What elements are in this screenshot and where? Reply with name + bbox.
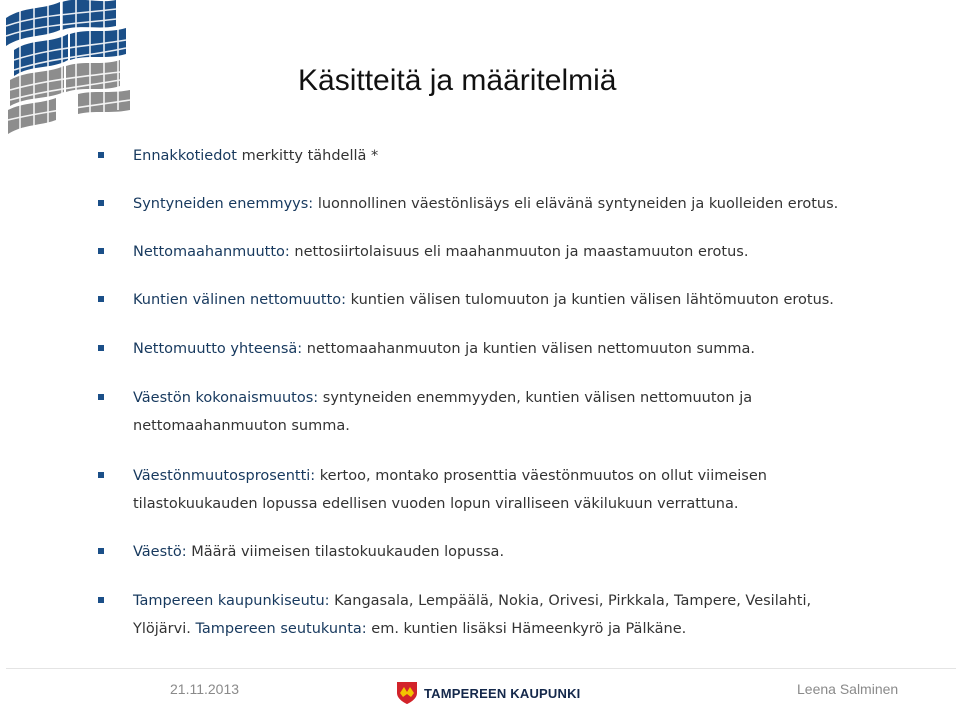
term-definition: kuntien välisen tulomuuton ja kuntien välisen lähtömuuton erotus. [350, 292, 834, 308]
footer-divider [6, 668, 956, 669]
term-definition-continued: tilastokuukauden lopussa edellisen vuoden lopun viralliseen väkilukuun verrattuna. [133, 496, 739, 512]
list-item [96, 462, 916, 518]
square-bullet-icon [98, 597, 104, 603]
term-definition: syntyneiden enemmyyden, kuntien välisen nettomuuton ja [322, 390, 753, 406]
list-item [96, 286, 916, 314]
list-item [96, 538, 916, 566]
term-definition: luonnollinen väestönlisäys eli elävänä syntyneiden ja kuolleiden erotus. [317, 196, 839, 212]
city-logo-text: TAMPEREEN KAUPUNKI [424, 685, 581, 701]
square-bullet-icon [98, 200, 104, 206]
term-label: Kuntien välinen nettomuutto: [133, 292, 347, 308]
term-label: Väestö: [133, 544, 187, 560]
term-definition: nettosiirtolaisuus eli maahanmuuton ja maastamuuton erotus. [294, 244, 749, 260]
list-item [96, 587, 916, 643]
term-label: Nettomaahanmuutto: [133, 244, 290, 260]
term-definition: Määrä viimeisen tilastokuukauden lopussa. [191, 544, 505, 560]
slide-title: Käsitteitä ja määritelmiä [298, 64, 617, 97]
term-label: Nettomuutto yhteensä: [133, 341, 303, 357]
list-item [96, 384, 916, 440]
term-definition: merkitty tähdellä * [241, 148, 379, 164]
term-label: Ennakkotiedot [133, 148, 237, 164]
footer-author: Leena Salminen [797, 681, 899, 697]
term-definition: Kangasala, Lempäälä, Nokia, Orivesi, Pirkkala, Tampere, Vesilahti, [334, 593, 812, 609]
term-definition: kertoo, montako prosenttia väestönmuutos on ollut viimeisen [319, 468, 767, 484]
footer-date: 21.11.2013 [170, 681, 240, 697]
square-bullet-icon [98, 345, 104, 351]
decorative-wave-pattern [0, 0, 150, 140]
square-bullet-icon [98, 394, 104, 400]
square-bullet-icon [98, 548, 104, 554]
list-item [96, 190, 916, 218]
term-definition-secondary: em. kuntien lisäksi Hämeenkyrö ja Pälkäne. [371, 621, 687, 637]
term-definition-continued: nettomaahanmuuton summa. [133, 418, 350, 434]
term-label: Tampereen kaupunkiseutu: [133, 593, 330, 609]
list-item [96, 238, 916, 266]
term-label: Väestönmuutosprosentti: [133, 468, 316, 484]
square-bullet-icon [98, 248, 104, 254]
list-item [96, 335, 916, 363]
term-label: Väestön kokonaismuutos: [133, 390, 319, 406]
term-label: Syntyneiden enemmyys: [133, 196, 314, 212]
square-bullet-icon [98, 296, 104, 302]
term-definition: nettomaahanmuuton ja kuntien välisen nettomuuton summa. [306, 341, 755, 357]
list-item [96, 142, 916, 170]
term-definition-continued: Ylöjärvi. [133, 621, 191, 637]
term-label-secondary: Tampereen seutukunta: [195, 621, 367, 637]
square-bullet-icon [98, 472, 104, 478]
city-crest-icon [396, 681, 418, 705]
city-logo [396, 681, 580, 705]
square-bullet-icon [98, 152, 104, 158]
